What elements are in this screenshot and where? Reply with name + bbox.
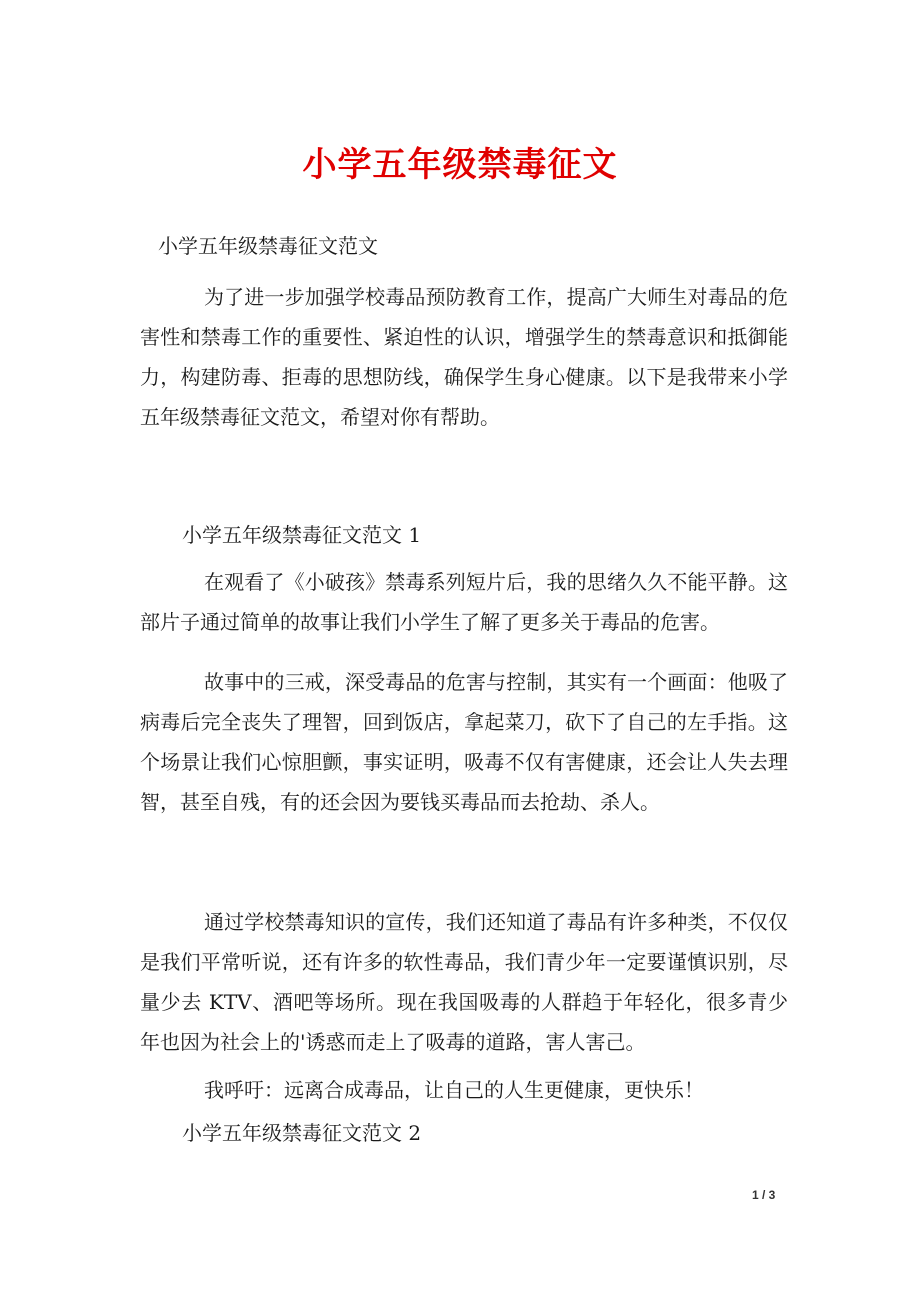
section-heading-1: 小学五年级禁毒征文范文 1 [182, 523, 422, 547]
section-1-paragraph-4: 我呼吁：远离合成毒品，让自己的人生更健康，更快乐！ [204, 1078, 704, 1102]
page-number: 1 / 3 [752, 1188, 776, 1202]
section-1-paragraph-2: 故事中的三戒，深受毒品的危害与控制，其实有一个画面：他吸了病毒后完全丧失了理智，回到饭店，拿起菜刀，砍下了自己的左手指。这个场景让我们心惊胆颤，事实证明，吸毒不仅有害健康，还会让人失去理智，甚至自残，有的还会因为要钱买毒品而去抢劫、杀人。 [140, 670, 788, 814]
section-1-paragraph-3: 通过学校禁毒知识的宣传，我们还知道了毒品有许多种类，不仅仅是我们平常听说，还有许多的软性毒品，我们青少年一定要谨慎识别，尽量少去 KTV、酒吧等场所。现在我国吸毒的人群趋于年轻化，很多青少年也因为社会上的'诱惑而走上了吸毒的道路，害人害己。 [140, 910, 788, 1054]
document-title: 小学五年级禁毒征文 [302, 145, 618, 185]
intro-paragraph: 为了进一步加强学校毒品预防教育工作，提高广大师生对毒品的危害性和禁毒工作的重要性、紧迫性的认识，增强学生的禁毒意识和抵御能力，构建防毒、拒毒的思想防线，确保学生身心健康。以下是我带来小学五年级禁毒征文范文，希望对你有帮助。 [140, 285, 788, 429]
section-1-paragraph-1: 在观看了《小破孩》禁毒系列短片后，我的思绪久久不能平静。这部片子通过简单的故事让我们小学生了解了更多关于毒品的危害。 [140, 570, 788, 634]
document-subtitle: 小学五年级禁毒征文范文 [158, 234, 378, 258]
section-heading-2: 小学五年级禁毒征文范文 2 [182, 1121, 422, 1145]
